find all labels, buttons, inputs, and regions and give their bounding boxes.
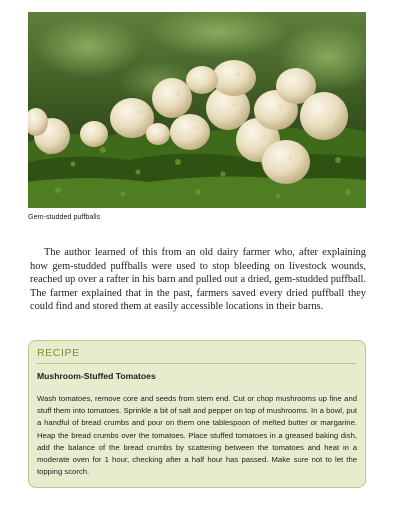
recipe-title: Mushroom-Stuffed Tomatoes xyxy=(37,371,156,381)
recipe-label: RECIPE xyxy=(37,347,80,359)
puffballs-photo xyxy=(28,12,366,208)
photo-caption: Gem-studded puffballs xyxy=(28,212,101,221)
recipe-instructions: Wash tomatoes, remove core and seeds from stem end. Cut or chop mushrooms up fine and stuff them into tomatoes. Sprinkle a bit of salt and pepper on top of mushrooms. In a bowl, put a handful of bread crumbs and pour on them one tablespoon of melted butter or margarine. Heap the bread crumbs over the tomatoes. Place stuffed tomatoes in a greased baking dish, add the balance of the bread crumbs by scattering between the tomatoes and heat in a moderate oven for 1 hour, checking after a half hour has passed. Make sure not to let the topping scorch. xyxy=(37,394,357,477)
recipe-divider xyxy=(37,363,357,364)
body-paragraph: The author learned of this from an old dairy farmer who, after explaining how gem-studded puffballs were used to stop bleeding on livestock wounds, reached up over a rafter in his barn and pulled out a dried, gem-studded puffball. The farmer explained that in the past, farmers saved every dried puffball they could find and stored them at easily accessible locations in their barns. xyxy=(30,247,366,313)
recipe-box xyxy=(28,340,366,488)
